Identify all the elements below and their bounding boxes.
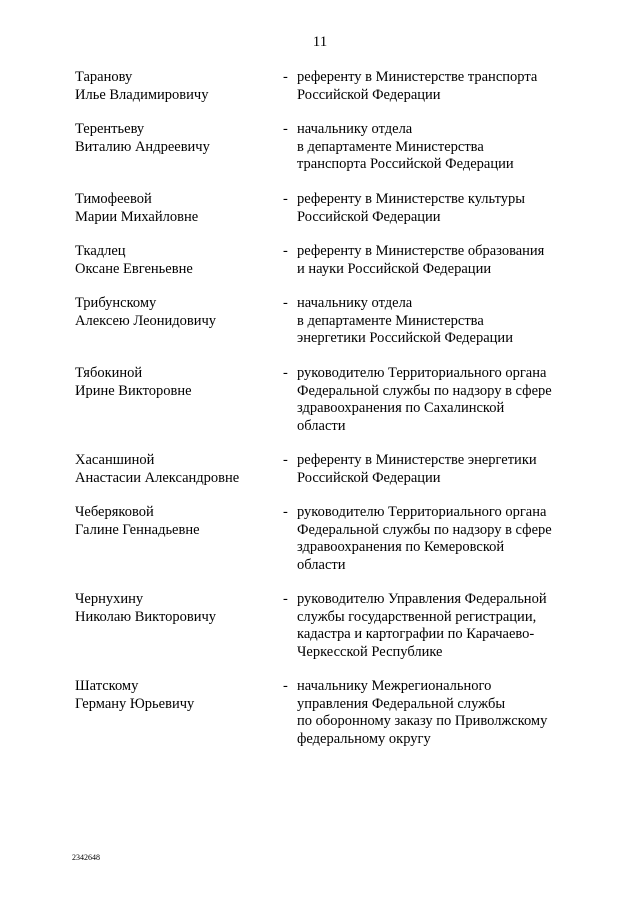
position-line: руководителю Территориального органа bbox=[297, 365, 547, 381]
position-line: кадастра и картографии по Карачаево- bbox=[297, 626, 535, 642]
surname: Чеберяковой bbox=[75, 504, 154, 520]
person-name bbox=[75, 295, 275, 330]
person-name bbox=[75, 191, 275, 226]
dash-separator: - bbox=[283, 69, 288, 85]
surname: Таранову bbox=[75, 69, 133, 85]
surname: Хасаншиной bbox=[75, 452, 155, 468]
position-line: в департаменте Министерства bbox=[297, 138, 484, 155]
dash-separator: - bbox=[283, 591, 288, 607]
position-line: и науки Российской Федерации bbox=[297, 260, 492, 277]
surname: Тябокиной bbox=[75, 365, 143, 381]
dash-separator: - bbox=[283, 678, 288, 694]
dash-separator: - bbox=[283, 243, 288, 259]
position-line: области bbox=[297, 556, 346, 573]
surname: Ткадлец bbox=[75, 243, 126, 259]
position-line: Федеральной службы по надзору в сфере bbox=[297, 382, 552, 399]
person-name bbox=[75, 504, 275, 539]
person-name bbox=[75, 591, 275, 626]
person-name bbox=[75, 365, 275, 400]
position-line: референту в Министерстве энергетики bbox=[297, 452, 537, 468]
position-line: Федеральной службы по надзору в сфере bbox=[297, 521, 552, 538]
dash-separator: - bbox=[283, 452, 288, 468]
position-line: по оборонному заказу по Приволжскому bbox=[297, 713, 548, 729]
person-name bbox=[75, 121, 275, 156]
first-name-patronymic: Марии Михайловне bbox=[75, 208, 199, 225]
job-position bbox=[297, 452, 587, 487]
position-line: референту в Министерстве транспорта bbox=[297, 69, 538, 85]
first-name-patronymic: Анастасии Александровне bbox=[75, 469, 240, 486]
job-position bbox=[297, 591, 587, 661]
job-position bbox=[297, 69, 587, 104]
person-name bbox=[75, 243, 275, 278]
dash-separator: - bbox=[283, 365, 288, 381]
position-line: федеральному округу bbox=[297, 730, 431, 747]
position-line: Российской Федерации bbox=[297, 86, 441, 103]
page-number: 11 bbox=[312, 34, 328, 50]
position-line: референту в Министерстве культуры bbox=[297, 191, 525, 207]
surname: Чернухину bbox=[75, 591, 144, 607]
first-name-patronymic: Галине Геннадьевне bbox=[75, 521, 200, 538]
first-name-patronymic: Герману Юрьевичу bbox=[75, 695, 195, 712]
position-line: руководителю Территориального органа bbox=[297, 504, 547, 520]
job-position bbox=[297, 678, 587, 748]
position-line: Российской Федерации bbox=[297, 469, 441, 486]
surname: Шатскому bbox=[75, 678, 139, 694]
job-position bbox=[297, 365, 587, 435]
first-name-patronymic: Илье Владимировичу bbox=[75, 86, 209, 103]
first-name-patronymic: Оксане Евгеньевне bbox=[75, 260, 193, 277]
dash-separator: - bbox=[283, 504, 288, 520]
position-line: начальнику отдела bbox=[297, 121, 413, 137]
dash-separator: - bbox=[283, 295, 288, 311]
first-name-patronymic: Алексею Леонидовичу bbox=[75, 312, 217, 329]
job-position bbox=[297, 295, 587, 348]
dash-separator: - bbox=[283, 121, 288, 137]
person-name bbox=[75, 452, 275, 487]
position-line: управления Федеральной службы bbox=[297, 695, 506, 712]
position-line: здравоохранения по Кемеровской bbox=[297, 539, 505, 555]
position-line: энергетики Российской Федерации bbox=[297, 330, 513, 346]
position-line: начальнику Межрегионального bbox=[297, 678, 492, 694]
position-line: референту в Министерстве образования bbox=[297, 243, 545, 259]
person-name bbox=[75, 69, 275, 104]
first-name-patronymic: Николаю Викторовичу bbox=[75, 608, 217, 625]
job-position bbox=[297, 504, 587, 574]
position-line: области bbox=[297, 417, 346, 434]
position-line: здравоохранения по Сахалинской bbox=[297, 400, 505, 416]
first-name-patronymic: Виталию Андреевичу bbox=[75, 138, 210, 155]
position-line: Российской Федерации bbox=[297, 208, 441, 225]
document-code: 2342648 bbox=[72, 853, 100, 862]
position-line: службы государственной регистрации, bbox=[297, 608, 537, 625]
position-line: начальнику отдела bbox=[297, 295, 413, 311]
position-line: в департаменте Министерства bbox=[297, 312, 484, 329]
position-line: руководителю Управления Федеральной bbox=[297, 591, 547, 607]
position-line: транспорта Российской Федерации bbox=[297, 156, 514, 172]
surname: Тимофеевой bbox=[75, 191, 152, 207]
dash-separator: - bbox=[283, 191, 288, 207]
surname: Трибунскому bbox=[75, 295, 157, 311]
surname: Терентьеву bbox=[75, 121, 145, 137]
job-position bbox=[297, 121, 587, 174]
job-position bbox=[297, 191, 587, 226]
position-line: Черкесской Республике bbox=[297, 643, 443, 660]
person-name bbox=[75, 678, 275, 713]
job-position bbox=[297, 243, 587, 278]
first-name-patronymic: Ирине Викторовне bbox=[75, 382, 192, 399]
